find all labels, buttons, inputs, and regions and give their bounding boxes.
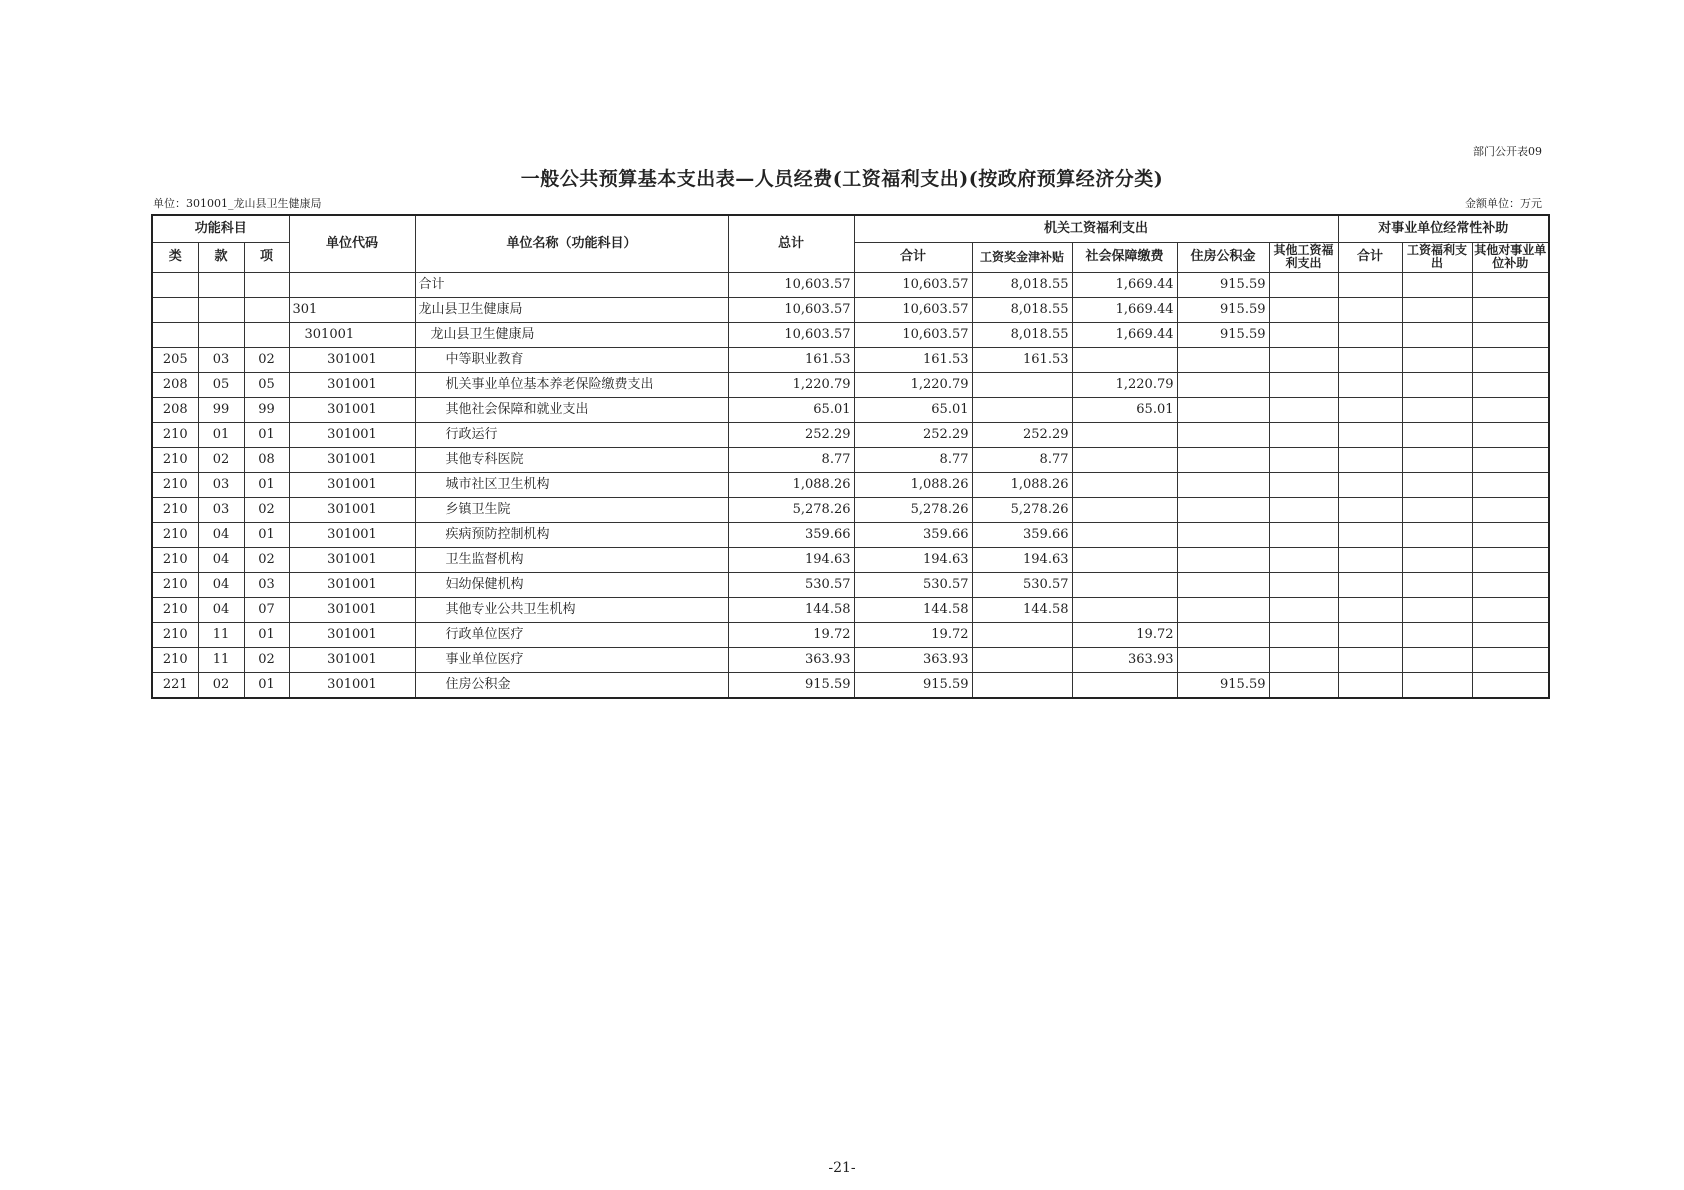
- cell-kuan: 03: [198, 472, 244, 497]
- cell-total: 252.29: [728, 422, 854, 447]
- cell-sub-other: [1472, 597, 1549, 622]
- cell-kuan: [198, 297, 244, 322]
- cell-name: 合计: [415, 272, 728, 297]
- cell-code: [289, 272, 415, 297]
- cell-salary: 530.57: [972, 572, 1072, 597]
- cell-social: [1072, 547, 1177, 572]
- cell-sub-sum: [1338, 447, 1402, 472]
- cell-org-sum: 161.53: [854, 347, 972, 372]
- cell-social: 1,220.79: [1072, 372, 1177, 397]
- cell-name: 住房公积金: [415, 672, 728, 698]
- cell-xiang: [244, 322, 289, 347]
- cell-name: 其他专业公共卫生机构: [415, 597, 728, 622]
- cell-org-sum: 530.57: [854, 572, 972, 597]
- cell-xiang: [244, 272, 289, 297]
- cell-name: 卫生监督机构: [415, 547, 728, 572]
- cell-sub-welfare: [1402, 572, 1472, 597]
- cell-org-sum: 252.29: [854, 422, 972, 447]
- cell-xiang: 02: [244, 547, 289, 572]
- cell-org-sum: 10,603.57: [854, 297, 972, 322]
- cell-total: 359.66: [728, 522, 854, 547]
- header-subsidy-group: 对事业单位经常性补助: [1338, 215, 1549, 242]
- cell-lei: 210: [152, 497, 198, 522]
- cell-total: 915.59: [728, 672, 854, 698]
- cell-other-welfare: [1269, 297, 1338, 322]
- cell-xiang: 01: [244, 522, 289, 547]
- cell-lei: 210: [152, 447, 198, 472]
- cell-social: 1,669.44: [1072, 272, 1177, 297]
- cell-social: [1072, 497, 1177, 522]
- cell-social: [1072, 347, 1177, 372]
- cell-org-sum: 194.63: [854, 547, 972, 572]
- cell-lei: 210: [152, 572, 198, 597]
- budget-table: [151, 214, 1550, 699]
- cell-total: 194.63: [728, 547, 854, 572]
- cell-kuan: 05: [198, 372, 244, 397]
- table-row: [152, 547, 1549, 572]
- cell-salary: 8,018.55: [972, 322, 1072, 347]
- cell-housing: [1177, 447, 1269, 472]
- cell-social: [1072, 597, 1177, 622]
- cell-name: 中等职业教育: [415, 347, 728, 372]
- cell-name: 事业单位医疗: [415, 647, 728, 672]
- cell-sub-other: [1472, 472, 1549, 497]
- header-housing-fund: 住房公积金: [1177, 242, 1269, 272]
- cell-sub-welfare: [1402, 472, 1472, 497]
- cell-sub-sum: [1338, 672, 1402, 698]
- header-func-subject: 功能科目: [152, 215, 289, 242]
- cell-org-sum: 1,220.79: [854, 372, 972, 397]
- cell-sub-other: [1472, 572, 1549, 597]
- cell-other-welfare: [1269, 422, 1338, 447]
- cell-salary: 5,278.26: [972, 497, 1072, 522]
- cell-other-welfare: [1269, 272, 1338, 297]
- cell-org-sum: 65.01: [854, 397, 972, 422]
- cell-lei: 210: [152, 422, 198, 447]
- cell-salary: [972, 622, 1072, 647]
- cell-code: 301001: [289, 672, 415, 698]
- document-code: 部门公开表09: [1473, 145, 1542, 158]
- cell-housing: 915.59: [1177, 672, 1269, 698]
- cell-name: 其他专科医院: [415, 447, 728, 472]
- cell-sub-sum: [1338, 647, 1402, 672]
- cell-social: [1072, 472, 1177, 497]
- header-org-welfare-group: 机关工资福利支出: [854, 215, 1338, 242]
- cell-xiang: 02: [244, 647, 289, 672]
- cell-housing: 915.59: [1177, 272, 1269, 297]
- header-unit-code: 单位代码: [289, 215, 415, 272]
- table-row: [152, 372, 1549, 397]
- cell-lei: 205: [152, 347, 198, 372]
- cell-lei: [152, 272, 198, 297]
- cell-total: 161.53: [728, 347, 854, 372]
- cell-total: 10,603.57: [728, 322, 854, 347]
- cell-lei: [152, 322, 198, 347]
- cell-kuan: [198, 272, 244, 297]
- cell-sub-other: [1472, 672, 1549, 698]
- cell-org-sum: 10,603.57: [854, 272, 972, 297]
- cell-sub-welfare: [1402, 372, 1472, 397]
- cell-social: 363.93: [1072, 647, 1177, 672]
- table-row: [152, 672, 1549, 698]
- cell-org-sum: 5,278.26: [854, 497, 972, 522]
- cell-kuan: 03: [198, 497, 244, 522]
- cell-xiang: 99: [244, 397, 289, 422]
- table-row: [152, 522, 1549, 547]
- cell-sub-welfare: [1402, 547, 1472, 572]
- cell-other-welfare: [1269, 497, 1338, 522]
- cell-org-sum: 363.93: [854, 647, 972, 672]
- cell-lei: 210: [152, 547, 198, 572]
- cell-sub-sum: [1338, 347, 1402, 372]
- cell-sub-welfare: [1402, 322, 1472, 347]
- header-kuan: 款: [198, 242, 244, 272]
- header-org-sum: 合计: [854, 242, 972, 272]
- amount-unit-label: 金额单位：万元: [1465, 197, 1542, 210]
- cell-sub-welfare: [1402, 597, 1472, 622]
- cell-sub-welfare: [1402, 272, 1472, 297]
- cell-other-welfare: [1269, 597, 1338, 622]
- cell-kuan: 04: [198, 547, 244, 572]
- page-number: -21-: [828, 1160, 856, 1176]
- cell-code: 301001: [289, 422, 415, 447]
- cell-lei: 210: [152, 472, 198, 497]
- cell-other-welfare: [1269, 647, 1338, 672]
- cell-housing: [1177, 347, 1269, 372]
- cell-housing: [1177, 647, 1269, 672]
- cell-sub-other: [1472, 272, 1549, 297]
- cell-xiang: 01: [244, 622, 289, 647]
- cell-other-welfare: [1269, 522, 1338, 547]
- cell-total: 1,220.79: [728, 372, 854, 397]
- cell-sub-welfare: [1402, 422, 1472, 447]
- header-xiang: 项: [244, 242, 289, 272]
- cell-social: 1,669.44: [1072, 297, 1177, 322]
- cell-kuan: 04: [198, 572, 244, 597]
- cell-sub-other: [1472, 547, 1549, 572]
- cell-sub-other: [1472, 347, 1549, 372]
- cell-other-welfare: [1269, 572, 1338, 597]
- table-row: [152, 347, 1549, 372]
- cell-kuan: 11: [198, 622, 244, 647]
- cell-code: 301001: [289, 322, 415, 347]
- cell-sub-sum: [1338, 272, 1402, 297]
- cell-sub-welfare: [1402, 347, 1472, 372]
- cell-housing: [1177, 547, 1269, 572]
- header-total: 总计: [728, 215, 854, 272]
- cell-salary: 1,088.26: [972, 472, 1072, 497]
- cell-salary: 8,018.55: [972, 297, 1072, 322]
- table-row: [152, 572, 1549, 597]
- cell-housing: [1177, 622, 1269, 647]
- cell-other-welfare: [1269, 322, 1338, 347]
- cell-sub-other: [1472, 397, 1549, 422]
- cell-sub-other: [1472, 497, 1549, 522]
- cell-xiang: 01: [244, 472, 289, 497]
- unit-label: 单位：301001_龙山县卫生健康局: [153, 197, 322, 210]
- cell-salary: 161.53: [972, 347, 1072, 372]
- header-other-welfare: 其他工资福利支出: [1269, 242, 1338, 272]
- cell-other-welfare: [1269, 472, 1338, 497]
- cell-housing: 915.59: [1177, 322, 1269, 347]
- cell-kuan: 02: [198, 447, 244, 472]
- cell-sub-other: [1472, 647, 1549, 672]
- cell-sub-welfare: [1402, 497, 1472, 522]
- header-salary: 工资奖金津补贴: [972, 242, 1072, 272]
- cell-salary: 252.29: [972, 422, 1072, 447]
- cell-kuan: [198, 322, 244, 347]
- cell-other-welfare: [1269, 622, 1338, 647]
- cell-sub-welfare: [1402, 297, 1472, 322]
- cell-lei: 208: [152, 372, 198, 397]
- cell-sub-other: [1472, 297, 1549, 322]
- cell-xiang: 02: [244, 497, 289, 522]
- cell-housing: [1177, 397, 1269, 422]
- cell-total: 19.72: [728, 622, 854, 647]
- cell-total: 10,603.57: [728, 272, 854, 297]
- cell-social: 65.01: [1072, 397, 1177, 422]
- cell-org-sum: 144.58: [854, 597, 972, 622]
- header-social-security: 社会保障缴费: [1072, 242, 1177, 272]
- header-subsidy-other: 其他对事业单位补助: [1472, 242, 1549, 272]
- cell-total: 530.57: [728, 572, 854, 597]
- cell-code: 301001: [289, 397, 415, 422]
- cell-total: 363.93: [728, 647, 854, 672]
- table-row: [152, 472, 1549, 497]
- cell-sub-welfare: [1402, 522, 1472, 547]
- cell-sub-welfare: [1402, 397, 1472, 422]
- cell-other-welfare: [1269, 447, 1338, 472]
- cell-total: 10,603.57: [728, 297, 854, 322]
- table-row: [152, 397, 1549, 422]
- cell-org-sum: 359.66: [854, 522, 972, 547]
- cell-housing: 915.59: [1177, 297, 1269, 322]
- cell-xiang: 05: [244, 372, 289, 397]
- cell-org-sum: 8.77: [854, 447, 972, 472]
- cell-social: [1072, 522, 1177, 547]
- header-subsidy-welfare: 工资福利支出: [1402, 242, 1472, 272]
- cell-kuan: 04: [198, 522, 244, 547]
- cell-salary: [972, 397, 1072, 422]
- cell-social: 19.72: [1072, 622, 1177, 647]
- cell-name: 其他社会保障和就业支出: [415, 397, 728, 422]
- cell-kuan: 11: [198, 647, 244, 672]
- cell-social: [1072, 422, 1177, 447]
- table-row: [152, 272, 1549, 297]
- cell-org-sum: 19.72: [854, 622, 972, 647]
- table-body: [152, 272, 1549, 698]
- cell-lei: 210: [152, 522, 198, 547]
- table-row: [152, 597, 1549, 622]
- cell-sub-sum: [1338, 547, 1402, 572]
- cell-salary: [972, 672, 1072, 698]
- cell-code: 301001: [289, 497, 415, 522]
- cell-xiang: 02: [244, 347, 289, 372]
- cell-xiang: 01: [244, 672, 289, 698]
- cell-other-welfare: [1269, 372, 1338, 397]
- cell-sub-other: [1472, 372, 1549, 397]
- cell-sub-other: [1472, 522, 1549, 547]
- cell-sub-sum: [1338, 422, 1402, 447]
- page-title: 一般公共预算基本支出表—人员经费(工资福利支出)(按政府预算经济分类): [520, 168, 1164, 190]
- cell-salary: [972, 372, 1072, 397]
- cell-sub-welfare: [1402, 672, 1472, 698]
- cell-lei: [152, 297, 198, 322]
- cell-sub-sum: [1338, 297, 1402, 322]
- cell-social: [1072, 447, 1177, 472]
- header-subsidy-sum: 合计: [1338, 242, 1402, 272]
- table-row: [152, 447, 1549, 472]
- cell-name: 行政运行: [415, 422, 728, 447]
- cell-sub-other: [1472, 322, 1549, 347]
- cell-total: 65.01: [728, 397, 854, 422]
- cell-housing: [1177, 472, 1269, 497]
- cell-kuan: 01: [198, 422, 244, 447]
- cell-org-sum: 10,603.57: [854, 322, 972, 347]
- cell-other-welfare: [1269, 397, 1338, 422]
- cell-lei: 221: [152, 672, 198, 698]
- cell-code: 301001: [289, 597, 415, 622]
- table-row: [152, 622, 1549, 647]
- cell-code: 301001: [289, 447, 415, 472]
- cell-social: [1072, 672, 1177, 698]
- cell-total: 1,088.26: [728, 472, 854, 497]
- cell-salary: 144.58: [972, 597, 1072, 622]
- cell-sub-sum: [1338, 397, 1402, 422]
- cell-housing: [1177, 422, 1269, 447]
- cell-sub-other: [1472, 422, 1549, 447]
- cell-salary: 194.63: [972, 547, 1072, 572]
- cell-name: 行政单位医疗: [415, 622, 728, 647]
- cell-code: 301001: [289, 372, 415, 397]
- cell-sub-sum: [1338, 322, 1402, 347]
- cell-lei: 210: [152, 647, 198, 672]
- cell-kuan: 99: [198, 397, 244, 422]
- cell-kuan: 02: [198, 672, 244, 698]
- header-unit-name: 单位名称（功能科目）: [415, 215, 728, 272]
- cell-sub-welfare: [1402, 622, 1472, 647]
- table-row: [152, 297, 1549, 322]
- cell-other-welfare: [1269, 347, 1338, 372]
- cell-sub-sum: [1338, 497, 1402, 522]
- cell-total: 8.77: [728, 447, 854, 472]
- budget-table-container: [151, 214, 1550, 699]
- cell-sub-sum: [1338, 572, 1402, 597]
- table-header: [152, 215, 1549, 272]
- cell-sub-sum: [1338, 522, 1402, 547]
- cell-kuan: 04: [198, 597, 244, 622]
- cell-code: 301001: [289, 472, 415, 497]
- cell-code: 301001: [289, 547, 415, 572]
- cell-lei: 208: [152, 397, 198, 422]
- cell-housing: [1177, 597, 1269, 622]
- table-row: [152, 647, 1549, 672]
- cell-housing: [1177, 572, 1269, 597]
- cell-code: 301001: [289, 522, 415, 547]
- cell-salary: 359.66: [972, 522, 1072, 547]
- cell-social: [1072, 572, 1177, 597]
- cell-sub-sum: [1338, 372, 1402, 397]
- cell-name: 机关事业单位基本养老保险缴费支出: [415, 372, 728, 397]
- cell-sub-sum: [1338, 472, 1402, 497]
- cell-other-welfare: [1269, 672, 1338, 698]
- cell-name: 龙山县卫生健康局: [415, 322, 728, 347]
- table-row: [152, 322, 1549, 347]
- cell-code: 301: [289, 297, 415, 322]
- table-row: [152, 497, 1549, 522]
- header-lei: 类: [152, 242, 198, 272]
- cell-other-welfare: [1269, 547, 1338, 572]
- cell-sub-welfare: [1402, 647, 1472, 672]
- cell-name: 乡镇卫生院: [415, 497, 728, 522]
- cell-total: 5,278.26: [728, 497, 854, 522]
- cell-xiang: 07: [244, 597, 289, 622]
- cell-sub-sum: [1338, 597, 1402, 622]
- cell-sub-sum: [1338, 622, 1402, 647]
- cell-lei: 210: [152, 622, 198, 647]
- cell-org-sum: 915.59: [854, 672, 972, 698]
- cell-sub-other: [1472, 447, 1549, 472]
- cell-housing: [1177, 372, 1269, 397]
- cell-org-sum: 1,088.26: [854, 472, 972, 497]
- cell-name: 妇幼保健机构: [415, 572, 728, 597]
- cell-sub-welfare: [1402, 447, 1472, 472]
- cell-xiang: 03: [244, 572, 289, 597]
- cell-code: 301001: [289, 647, 415, 672]
- cell-code: 301001: [289, 347, 415, 372]
- cell-name: 疾病预防控制机构: [415, 522, 728, 547]
- cell-salary: 8.77: [972, 447, 1072, 472]
- cell-xiang: [244, 297, 289, 322]
- cell-xiang: 08: [244, 447, 289, 472]
- cell-housing: [1177, 522, 1269, 547]
- cell-social: 1,669.44: [1072, 322, 1177, 347]
- cell-sub-other: [1472, 622, 1549, 647]
- cell-housing: [1177, 497, 1269, 522]
- cell-code: 301001: [289, 622, 415, 647]
- cell-kuan: 03: [198, 347, 244, 372]
- cell-salary: [972, 647, 1072, 672]
- cell-lei: 210: [152, 597, 198, 622]
- table-row: [152, 422, 1549, 447]
- cell-name: 城市社区卫生机构: [415, 472, 728, 497]
- cell-salary: 8,018.55: [972, 272, 1072, 297]
- cell-name: 龙山县卫生健康局: [415, 297, 728, 322]
- cell-code: 301001: [289, 572, 415, 597]
- cell-xiang: 01: [244, 422, 289, 447]
- cell-total: 144.58: [728, 597, 854, 622]
